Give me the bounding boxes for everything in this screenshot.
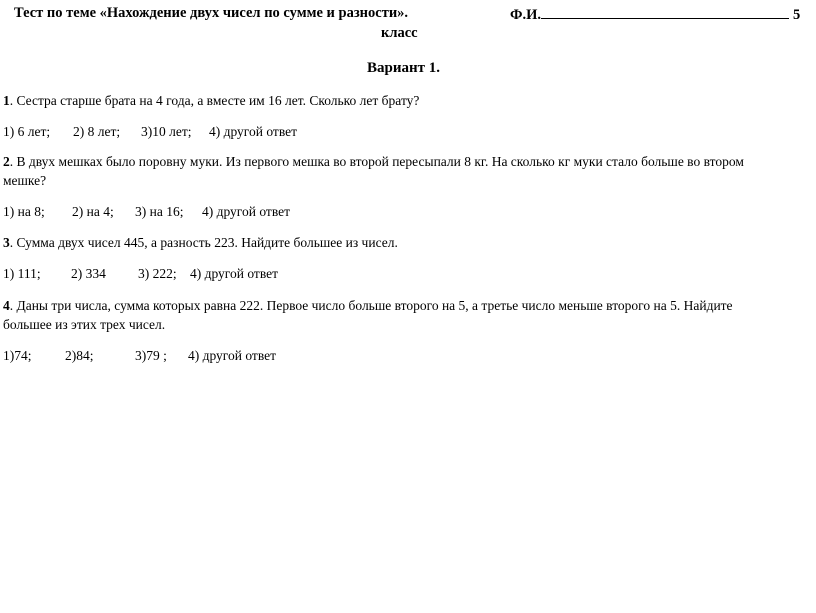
question-2-line-1: В двух мешках было поровну муки. Из первого мешка во второй пересыпали 8 кг. На сколько кг муки стало больше во втором: [16, 154, 744, 169]
q1-option-1[interactable]: 1) 6 лет;: [3, 124, 51, 139]
q1-option-4[interactable]: 4) другой ответ: [209, 124, 298, 139]
question-4-text: 4. Даны три числа, сумма которых равна 222. Первое число больше второго на 5, а третье число меньше второго на 5. Найдите: [3, 298, 733, 313]
grade-number: 5: [792, 7, 801, 23]
name-field[interactable]: [510, 5, 800, 23]
question-4-line-1: Даны три числа, сумма которых равна 222. Первое число больше второго на 5, а третье число меньше второго на 5. Найдите: [16, 298, 733, 313]
grade-word: класс: [381, 25, 418, 41]
fio-label: Ф.И.: [510, 7, 541, 23]
question-3-number: 3: [3, 235, 10, 250]
question-3-options: [3, 266, 278, 282]
fio-underline[interactable]: [541, 5, 789, 19]
q2-option-1[interactable]: 1) на 8;: [3, 204, 45, 219]
question-3-text: 3. Сумма двух чисел 445, а разность 223. Найдите большее из чисел.: [3, 235, 398, 250]
question-2-number: 2: [3, 154, 10, 169]
question-3-line-1: Сумма двух чисел 445, а разность 223. Найдите большее из чисел.: [16, 235, 398, 250]
question-4-number: 4: [3, 298, 10, 313]
q3-option-3[interactable]: 3) 222;: [138, 266, 177, 281]
q3-option-2[interactable]: 2) 334: [71, 266, 106, 281]
question-4-line-2: большее из этих трех чисел.: [3, 317, 166, 332]
question-2-options: [3, 204, 290, 220]
q3-option-1[interactable]: 1) 111;: [3, 266, 41, 281]
q2-option-3[interactable]: 3) на 16;: [135, 204, 184, 219]
q4-option-3[interactable]: 3)79 ;: [135, 348, 167, 363]
question-4-options: [3, 348, 276, 364]
q1-option-2[interactable]: 2) 8 лет;: [73, 124, 121, 139]
question-2-text: 2. В двух мешках было поровну муки. Из первого мешка во второй пересыпали 8 кг. На сколько кг муки стало больше во втором: [3, 154, 744, 169]
variant-heading: Вариант 1.: [367, 60, 441, 76]
question-1-options: [3, 124, 297, 140]
q3-option-4[interactable]: 4) другой ответ: [190, 266, 279, 281]
q2-option-4[interactable]: 4) другой ответ: [202, 204, 291, 219]
page-title: Тест по теме «Нахождение двух чисел по сумме и разности».: [14, 5, 409, 21]
question-1-number: 1: [3, 93, 10, 108]
q1-option-3[interactable]: 3)10 лет;: [141, 124, 192, 139]
q4-option-1[interactable]: 1)74;: [3, 348, 32, 363]
question-2-line-2: мешке?: [3, 173, 47, 188]
q4-option-2[interactable]: 2)84;: [65, 348, 94, 363]
question-1-line-1: Сестра старше брата на 4 года, а вместе им 16 лет. Сколько лет брату?: [16, 93, 420, 108]
q2-option-2[interactable]: 2) на 4;: [72, 204, 114, 219]
q4-option-4[interactable]: 4) другой ответ: [188, 348, 277, 363]
question-1-text: 1. Сестра старше брата на 4 года, а вместе им 16 лет. Сколько лет брату?: [3, 93, 420, 108]
